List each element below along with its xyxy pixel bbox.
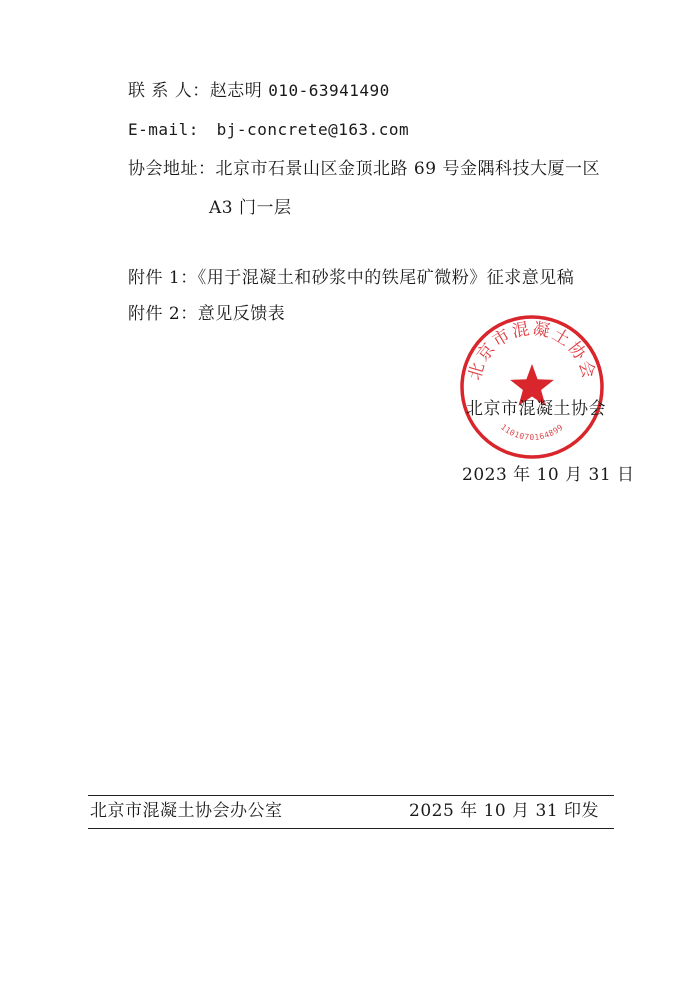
- contact-phone: 010-63941490: [268, 81, 390, 100]
- email-value: bj-concrete@163.com: [216, 120, 410, 139]
- attachment-1-label: 附件 1：: [128, 268, 198, 288]
- contact-label: 联 系 人：: [128, 81, 210, 101]
- address-line1: 北京市石景山区金顶北路 69 号金隅科技大厦一区: [215, 159, 600, 179]
- attachment-2-label: 附件 2：: [128, 304, 198, 324]
- attachment-2-title: 意见反馈表: [197, 304, 286, 324]
- contact-line: [128, 79, 390, 103]
- footer-office: 北京市混凝土协会办公室: [90, 801, 283, 821]
- address-line-2: [209, 196, 292, 220]
- email-line: [128, 118, 409, 142]
- address-label: 协会地址：: [128, 159, 216, 179]
- attachment-1: [128, 266, 574, 290]
- footer-rule-top: [88, 795, 614, 796]
- footer-print-date: 2025 年 10 月 31 印发: [409, 801, 600, 821]
- seal-code: 1101070164899: [498, 422, 566, 443]
- footer-rule-bottom: [88, 828, 614, 829]
- signature-organization: 北京市混凝土协会: [466, 399, 606, 419]
- attachment-2: [128, 302, 285, 326]
- address-line: [128, 157, 600, 181]
- seal-arc-text: 北京市混凝土协会: [465, 318, 599, 383]
- signature-date: 2023 年 10 月 31 日: [462, 465, 635, 485]
- contact-name: 赵志明: [209, 81, 263, 101]
- official-seal: [457, 312, 607, 462]
- email-label: E-mail:: [128, 120, 199, 139]
- address-line2: A3 门一层: [209, 198, 292, 218]
- attachment-1-title: 《用于混凝土和砂浆中的铁尾矿微粉》征求意见稿: [197, 268, 575, 288]
